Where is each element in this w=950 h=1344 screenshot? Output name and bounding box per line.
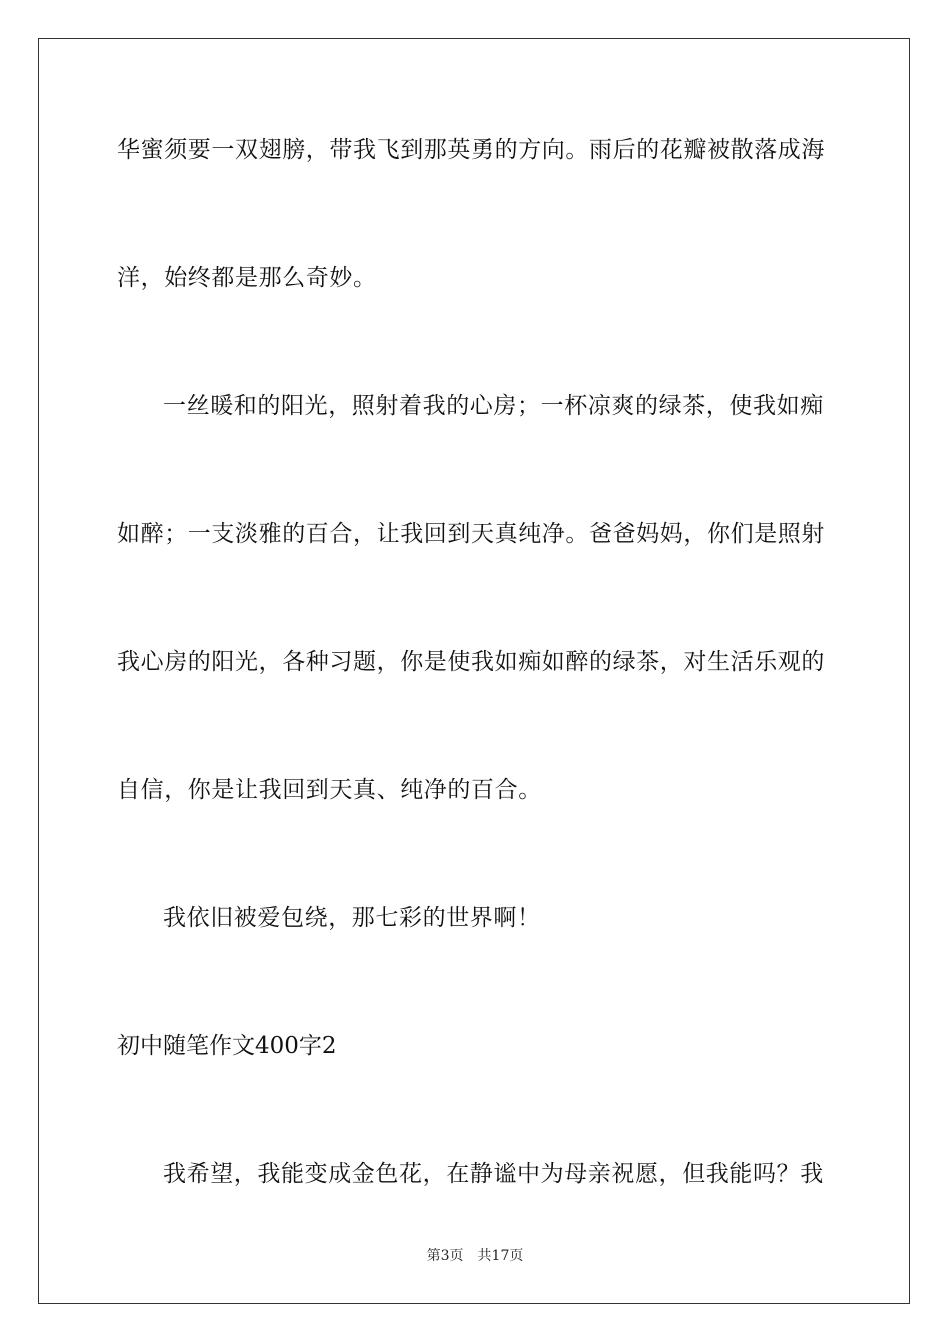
paragraph-line: 我心房的阳光，各种习题，你是使我如痴如醉的绿茶，对生活乐观的 [117, 649, 825, 675]
paragraph-line: 我希望，我能变成金色花，在静谧中为母亲祝愿，但我能吗？我 [163, 1161, 824, 1187]
paragraph-line: 华蜜须要一双翅膀，带我飞到那英勇的方向。雨后的花瓣被散落成海 [117, 137, 825, 163]
paragraph-line: 一丝暖和的阳光，照射着我的心房；一杯凉爽的绿茶，使我如痴 [163, 393, 824, 419]
page-total: 共17页 [477, 1248, 524, 1264]
page-number: 第3页 [426, 1248, 464, 1264]
paragraph-line: 洋，始终都是那么奇妙。 [117, 265, 377, 291]
paragraph-line: 自信，你是让我回到天真、纯净的百合。 [117, 777, 542, 803]
section-heading: 初中随笔作文400字2 [117, 1033, 337, 1059]
paragraph-line: 我依旧被爱包绕，那七彩的世界啊！ [163, 905, 541, 931]
page-footer [0, 1246, 950, 1266]
paragraph-line: 如醉；一支淡雅的百合，让我回到天真纯净。爸爸妈妈，你们是照射 [117, 521, 825, 547]
